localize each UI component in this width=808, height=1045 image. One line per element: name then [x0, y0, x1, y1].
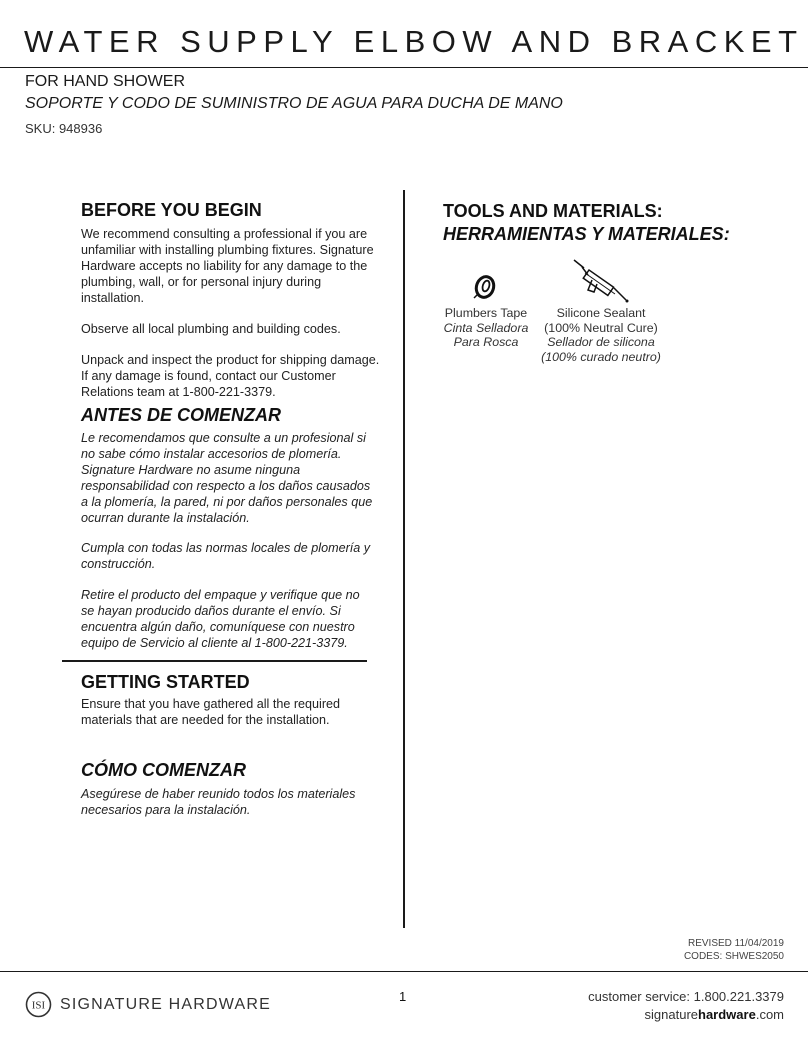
tool-name: Plumbers Tape: [444, 306, 528, 320]
subtitle-english: FOR HAND SHOWER: [25, 73, 185, 90]
tool-label-silicone-sealant: [536, 306, 666, 364]
page-number: 1: [399, 989, 407, 1004]
getting-started-heading: GETTING STARTED: [81, 672, 250, 692]
antes-de-comenzar-paragraph-1: Le recomendamos que consulte a un profesional si no sabe cómo instalar accesorios de plomería. Signature Hardware no asume ninguna responsabilidad con respecto a los daños causados a la plomería, la pared, ni por daños personales que ocurran durante la instalación.: [81, 431, 373, 525]
antes-de-comenzar-paragraph-3: Retire el producto del empaque y verifique que no se hayan producido daños durante el envío. Si encuentra algún daño, comuníquese con nuestro equipo de Servicio al cliente al 1-800-221-3379.: [81, 588, 360, 650]
brand-name: SIGNATURE HARDWARE: [60, 995, 271, 1013]
website-bold: hardware: [698, 1007, 756, 1022]
website-link[interactable]: [588, 1006, 784, 1024]
antes-de-comenzar-heading: ANTES DE COMENZAR: [81, 405, 282, 425]
plumbers-tape-icon: [472, 272, 500, 300]
product-codes: CODES: SHWES2050: [683, 951, 784, 962]
title-divider: [0, 67, 808, 68]
tool-label-plumbers-tape: [436, 306, 536, 350]
before-you-begin-paragraph-1: We recommend consulting a professional if you are unfamiliar with installing plumbing fixtures. Signature Hardware accepts no liability for any damage to the plumbing, wall, or for personal injury during installation.: [81, 227, 374, 305]
customer-service: [588, 988, 784, 1006]
tool-name-es-line-2: (100% curado neutro): [541, 349, 661, 364]
tools-heading-spanish: HERRAMIENTAS Y MATERIALES:: [443, 224, 730, 244]
tool-name-es-line-1: Cinta Selladora: [443, 320, 529, 335]
brand-logo: [25, 991, 271, 1018]
getting-started-text: Ensure that you have gathered all the required materials that are needed for the installation.: [81, 697, 341, 727]
como-comenzar-heading: CÓMO COMENZAR: [81, 760, 246, 780]
customer-service-phone[interactable]: 1.800.221.3379: [693, 989, 784, 1004]
before-you-begin-paragraph-3: Unpack and inspect the product for shipping damage. If any damage is found, contact our Customer Relations team at 1-800-221-3379.: [81, 353, 380, 399]
customer-service-label: customer service:: [588, 989, 690, 1004]
sku-label: SKU: 948936: [25, 121, 103, 136]
footer-divider: [0, 971, 808, 972]
como-comenzar-text: Asegúrese de haber reunido todos los materiales necesarios para la instalación.: [81, 787, 356, 817]
signature-hardware-logo-icon: [25, 991, 52, 1018]
before-you-begin-heading: BEFORE YOU BEGIN: [81, 200, 262, 220]
before-you-begin-paragraph-2: Observe all local plumbing and building codes.: [81, 322, 341, 336]
tool-name-line-2: (100% Neutral Cure): [544, 320, 658, 335]
subtitle-spanish: SOPORTE Y CODO DE SUMINISTRO DE AGUA PARA DUCHA DE MANO: [25, 95, 563, 112]
logo-monogram: ISI: [31, 999, 46, 1012]
document-title: WATER SUPPLY ELBOW AND BRACKET: [24, 24, 804, 59]
website-prefix: signature: [644, 1007, 699, 1022]
tools-heading-english: TOOLS AND MATERIALS:: [443, 201, 663, 221]
revision-info: [684, 937, 784, 963]
tool-name-es-line-1: Sellador de silicona: [547, 335, 655, 349]
column-divider: [403, 190, 405, 928]
caulk-gun-icon: [572, 258, 630, 304]
tool-name-es-line-2: Para Rosca: [453, 335, 519, 349]
section-divider: [62, 660, 367, 662]
contact-info: [588, 988, 784, 1024]
tool-name-line-1: Silicone Sealant: [556, 306, 646, 320]
revised-date: REVISED 11/04/2019: [688, 938, 784, 949]
website-suffix: .com: [755, 1007, 784, 1022]
antes-de-comenzar-paragraph-2: Cumpla con todas las normas locales de plomería y construcción.: [81, 541, 371, 571]
